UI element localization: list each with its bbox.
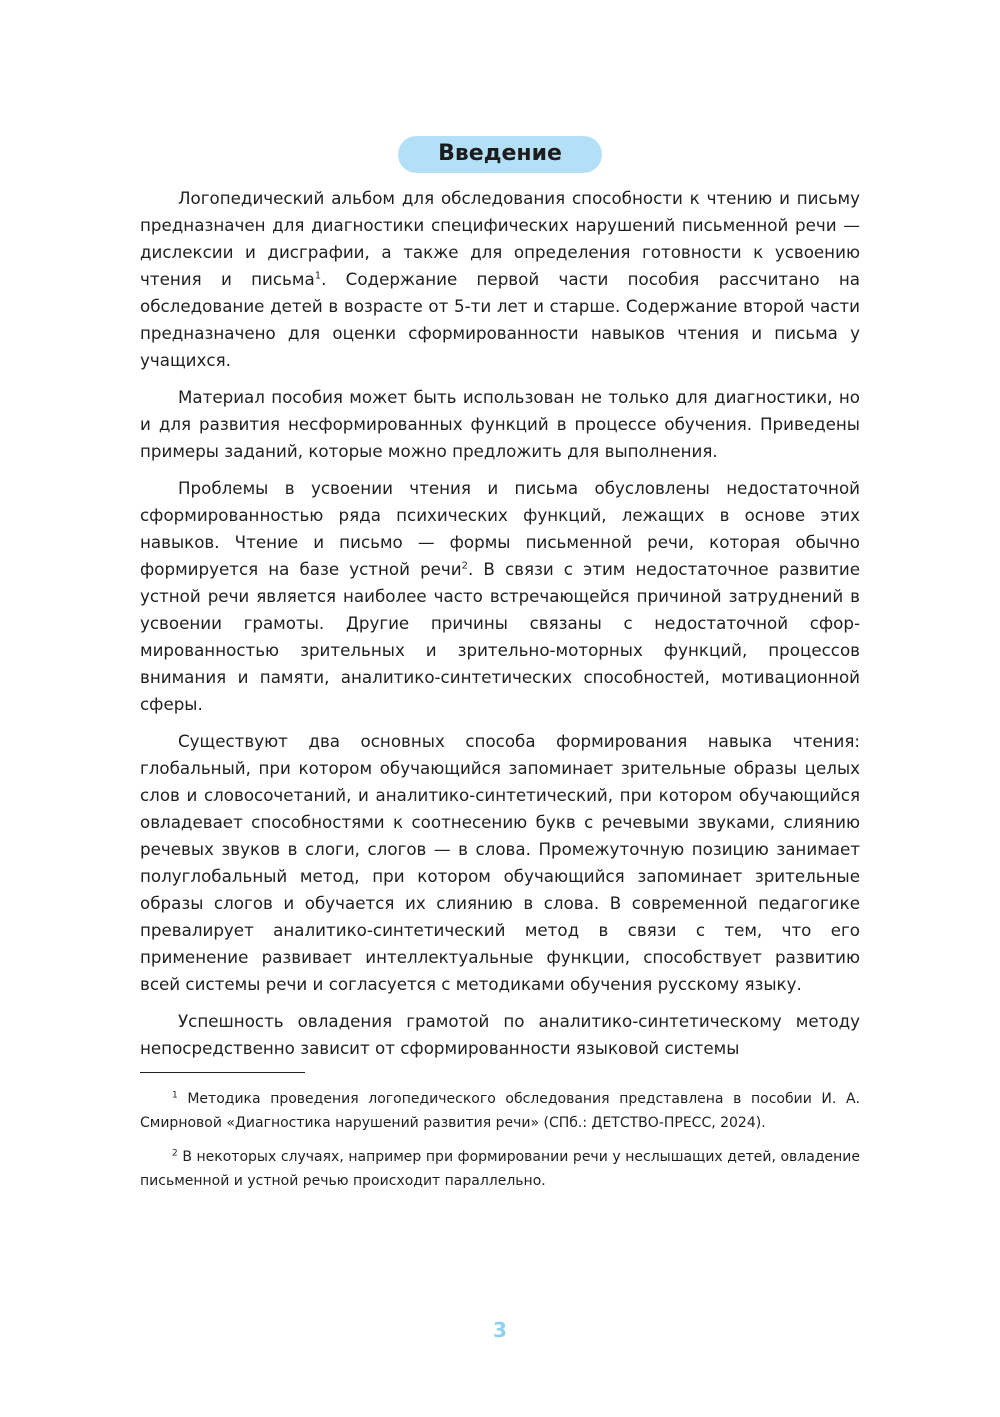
footnote-2-mark: 2 [172,1148,178,1159]
paragraph-3 [140,475,860,718]
footnote-ref-2: 2 [461,560,469,572]
page-content [140,136,860,1203]
paragraph-2: Материал пособия может быть использован не только для диагностики, но и для развития несформированных функций в процессе обучения. Приведены примеры заданий, которые можно предложить для выполнения. [140,387,860,461]
footnote-2 [140,1145,860,1193]
footnote-1-text: Методика проведения логопедического обследования представлена в пособии И. А. Смирновой «Диагностика нарушений развития речи» (СПб.: ДЕТСТВО-ПРЕСС, 2024). [140,1091,860,1131]
paragraph-1-text-b: . Содержание первой части пособия рассчитано на обследование детей в возрасте от 5-ти лет и старше. Содержание второй части предназначено для оценки сформированности навыков чтения и письма у учащихся. [140,269,860,370]
title-wrap [140,136,860,173]
paragraph-1-text-a: Логопедический альбом для обследования способности к чтению и письму предназначен для диагностики специфических нарушений письменной речи — дислексии и дисграфии, а также для определения готовности к усвоению чтения и письма [140,188,860,289]
paragraph-3-text-a: Проблемы в усвоении чтения и письма обусловлены недостаточной сформированностью ряда психических функций, лежащих в основе этих навыков. Чтение и письмо — формы письменной речи, которая обычно формируется на базе устной речи [140,478,860,579]
paragraph-1 [140,185,860,374]
footnote-2-text: В некоторых случаях, например при формировании речи у неслышащих детей, овладение письменной и устной речью происходит параллельно. [140,1149,860,1189]
page-title: Введение [398,136,602,173]
footnote-divider [140,1072,305,1073]
page-number: 3 [493,1318,507,1342]
footnote-1 [140,1087,860,1135]
footnote-ref-1: 1 [314,270,322,282]
paragraph-4: Существуют два основных способа формирования навыка чтения: глобальный, при котором обучающийся запоминает зрительные образы целых слов и словосочетаний, и аналитико-синтетический, при котором обучающийся овладевает способностями к соотнесению букв с речевыми звуками, слиянию речевых звуков в слоги, слогов — в слова. Промежуточную позицию занимает полуглобальный метод, при котором обучающийся запоминает зрительные образы слогов и обучается их слиянию в слова. В современной педагогике превалирует аналитико-синтетический метод в связи с тем, что его применение развивает интеллектуальные функции, способствует развитию всей системы речи и согласуется с методиками обучения русскому языку. [140,731,860,994]
footnote-1-mark: 1 [172,1090,178,1101]
paragraph-5: Успешность овладения грамотой по аналитико-синтетическому методу непосредственно зависит от сформированности языковой системы [140,1011,860,1058]
paragraph-3-text-b: . В связи с этим недостаточное развитие устной речи является наиболее часто встречающейся причиной затруднений в усвоении грамоты. Другие причины связаны с недостаточной сформированностью зрительных и зрительно-моторных функций, процессов внимания и памяти, аналитико-синтетических способностей, мотивационной сферы. [140,559,860,714]
